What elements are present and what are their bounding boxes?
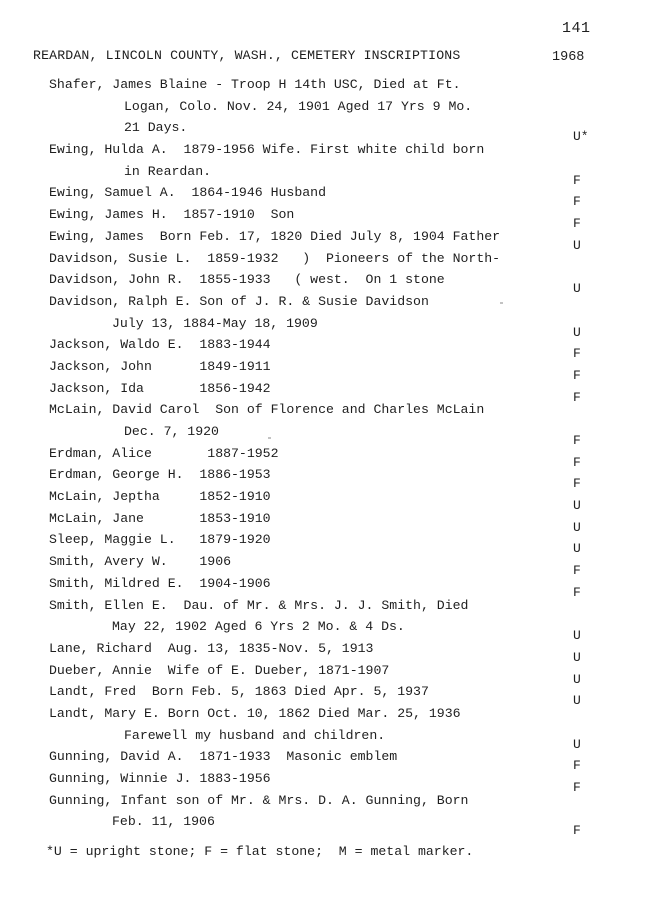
inscription-text: Sleep, Maggie L. 1879-1920 [49, 532, 271, 548]
inscription-text: Smith, Avery W. 1906 [49, 554, 232, 570]
stone-type-code: F [573, 346, 581, 362]
stone-type-code: F [573, 758, 581, 774]
inscription-text: Davidson, Susie L. 1859-1932 ) Pioneers of the North- [49, 250, 501, 266]
stone-type-code: F [573, 454, 581, 470]
inscription-line [0, 660, 661, 687]
inscription-text: Ewing, Hulda A. 1879-1956 Wife. First white child born [49, 142, 485, 158]
inscription-line [0, 356, 661, 383]
inscription-line [0, 681, 661, 709]
inscription-line [0, 182, 661, 210]
stone-type-code: U [573, 671, 581, 687]
inscription-text: Ewing, James Born Feb. 17, 1820 Died July 8, 1904 Father [49, 228, 501, 244]
inscription-line [0, 399, 661, 421]
inscription-line [0, 226, 661, 253]
inscription-text: May 22, 1902 Aged 6 Yrs 2 Mo. & 4 Ds. [112, 619, 405, 635]
stone-type-code: U [573, 649, 581, 665]
inscription-line [0, 573, 661, 600]
ink-speck [500, 302, 503, 304]
inscription-text: Davidson, Ralph E. Son of J. R. & Susie Davidson [49, 293, 429, 309]
inscription-text: 21 Days. [124, 120, 188, 136]
stone-type-code: U [573, 324, 581, 340]
inscription-text: Gunning, Infant son of Mr. & Mrs. D. A. Gunning, Born [49, 792, 469, 808]
inscription-text: Dec. 7, 1920 [124, 424, 219, 439]
inscription-line [0, 464, 661, 492]
inscription-text: Davidson, John R. 1855-1933 ( west. On 1 stone [49, 272, 445, 288]
inscription-line [0, 638, 661, 665]
inscription-line [0, 508, 661, 535]
stone-type-code: U [573, 693, 581, 709]
stone-type-code: F [573, 194, 581, 210]
stone-type-code: U* [573, 129, 589, 145]
inscription-text: Landt, Mary E. Born Oct. 10, 1862 Died Mar. 25, 1936 [49, 705, 461, 721]
inscription-text: Erdman, George H. 1886-1953 [49, 467, 271, 483]
inscription-line [0, 291, 661, 313]
inscription-text: Gunning, David A. 1871-1933 Masonic emblem [49, 749, 398, 765]
inscription-line [0, 529, 661, 557]
stone-type-code: F [573, 367, 581, 383]
inscription-line [0, 74, 661, 96]
stone-type-code: F [573, 172, 581, 188]
inscription-list [0, 74, 661, 839]
inscription-line [0, 616, 661, 644]
page-number: 141 [562, 20, 591, 37]
stone-type-code: U [573, 628, 581, 644]
stone-type-code: F [573, 476, 581, 492]
inscription-text: Smith, Ellen E. Dau. of Mr. & Mrs. J. J. Smith, Died [49, 597, 469, 613]
stone-type-code: F [573, 216, 581, 232]
inscription-line [0, 725, 661, 752]
inscription-text: McLain, Jane 1853-1910 [49, 510, 271, 526]
inscription-line [0, 443, 661, 470]
stone-type-code: F [573, 823, 581, 839]
inscription-line [0, 334, 661, 362]
inscription-line [0, 117, 661, 145]
inscription-text: McLain, Jeptha 1852-1910 [49, 489, 271, 505]
inscription-line [0, 313, 661, 340]
inscription-text: Shafer, James Blaine - Troop H 14th USC, Died at Ft. [49, 77, 461, 92]
inscription-line [0, 486, 661, 514]
inscription-text: Logan, Colo. Nov. 24, 1901 Aged 17 Yrs 9 Mo. [124, 98, 473, 114]
inscription-text: Dueber, Annie Wife of E. Dueber, 1871-1907 [49, 662, 390, 678]
stone-type-code: U [573, 498, 581, 514]
stone-type-code: F [573, 584, 581, 600]
inscription-line [0, 595, 661, 617]
inscription-line [0, 811, 661, 839]
inscription-line [0, 703, 661, 725]
inscription-line [0, 96, 661, 118]
stone-type-code: F [573, 433, 581, 448]
page-year: 1968 [552, 50, 585, 65]
inscription-line [0, 248, 661, 270]
inscription-text: Ewing, James H. 1857-1910 Son [49, 207, 295, 223]
inscription-text: Farewell my husband and children. [124, 727, 386, 743]
inscription-line [0, 161, 661, 188]
inscription-text: Smith, Mildred E. 1904-1906 [49, 575, 271, 591]
stone-type-code: F [573, 563, 581, 579]
inscription-text: Erdman, Alice 1887-1952 [49, 445, 279, 461]
inscription-text: McLain, David Carol Son of Florence and Charles McLain [49, 402, 485, 418]
inscription-line [0, 746, 661, 774]
stone-type-code: U [573, 281, 581, 297]
inscription-text: Jackson, Waldo E. 1883-1944 [49, 337, 271, 353]
legend-footnote: *U = upright stone; F = flat stone; M = metal marker. [46, 844, 474, 859]
stone-type-code: U [573, 541, 581, 557]
stone-type-code: F [573, 389, 581, 405]
inscription-line [0, 790, 661, 812]
inscription-text: Landt, Fred Born Feb. 5, 1863 Died Apr. 5, 1937 [49, 684, 429, 700]
inscription-line [0, 378, 661, 405]
inscription-line [0, 551, 661, 579]
inscription-line [0, 421, 661, 448]
stone-type-code: F [573, 780, 581, 795]
stone-type-code: U [573, 237, 581, 253]
inscription-text: in Reardan. [124, 163, 212, 179]
ink-speck [268, 437, 271, 439]
stone-type-code: U [573, 519, 581, 535]
inscription-text: Ewing, Samuel A. 1864-1946 Husband [49, 185, 326, 201]
inscription-text: Jackson, Ida 1856-1942 [49, 380, 271, 396]
page-title: REARDAN, LINCOLN COUNTY, WASH., CEMETERY INSCRIPTIONS [33, 48, 461, 63]
inscription-line [0, 204, 661, 232]
inscription-text: Gunning, Winnie J. 1883-1956 [49, 771, 271, 786]
inscription-line [0, 139, 661, 161]
inscription-text: Lane, Richard Aug. 13, 1835-Nov. 5, 1913 [49, 640, 374, 656]
inscription-text: July 13, 1884-May 18, 1909 [112, 315, 318, 331]
inscription-text: Feb. 11, 1906 [112, 814, 215, 830]
inscription-line [0, 269, 661, 297]
inscription-text: Jackson, John 1849-1911 [49, 358, 271, 374]
stone-type-code: U [573, 736, 581, 752]
inscription-line [0, 768, 661, 795]
